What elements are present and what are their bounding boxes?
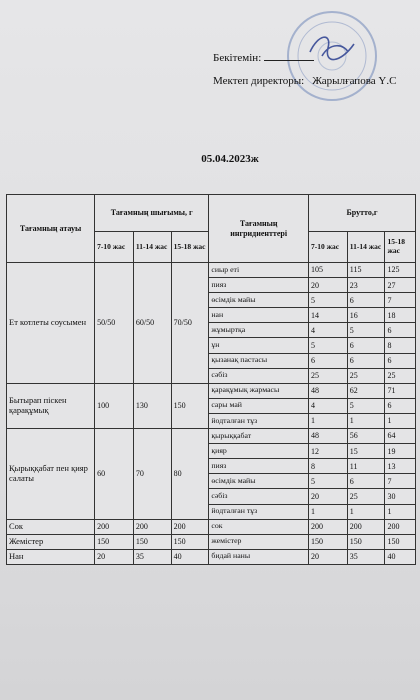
ingredient-gross: 1 bbox=[347, 504, 385, 519]
ingredient-gross: 125 bbox=[385, 263, 416, 278]
director-label: Мектеп директоры: bbox=[213, 75, 305, 87]
ingredient-gross: 71 bbox=[385, 383, 416, 398]
signature-line bbox=[264, 51, 314, 61]
ingredient-gross: 25 bbox=[347, 368, 385, 383]
ingredient-gross: 5 bbox=[308, 293, 347, 308]
ingredient-name: сәбіз bbox=[209, 368, 309, 383]
dish-yield: 200 bbox=[133, 519, 171, 534]
dish-name: Бытырап піскен қарақұмық bbox=[7, 383, 95, 428]
ingredient-name: сок bbox=[209, 519, 309, 534]
header-dish-name: Тағамның атауы bbox=[7, 195, 95, 263]
ingredient-gross: 5 bbox=[347, 323, 385, 338]
ingredient-gross: 19 bbox=[385, 444, 416, 459]
dish-yield: 200 bbox=[171, 519, 209, 534]
dish-yield: 80 bbox=[171, 429, 209, 520]
approval-label: Бекітемін: bbox=[213, 52, 262, 64]
ingredient-gross: 20 bbox=[308, 489, 347, 504]
dish-yield: 100 bbox=[95, 383, 134, 428]
ingredient-gross: 13 bbox=[385, 459, 416, 474]
dish-name: Нан bbox=[7, 549, 95, 564]
ingredient-gross: 64 bbox=[385, 429, 416, 444]
ingredient-gross: 5 bbox=[308, 338, 347, 353]
ingredient-gross: 11 bbox=[347, 459, 385, 474]
ingredient-gross: 200 bbox=[308, 519, 347, 534]
dish-yield: 50/50 bbox=[95, 263, 134, 384]
ingredient-gross: 8 bbox=[385, 338, 416, 353]
ingredient-gross: 35 bbox=[347, 549, 385, 564]
dish-yield: 20 bbox=[95, 549, 134, 564]
ingredient-name: жұмыртқа bbox=[209, 323, 309, 338]
ingredient-name: қырыққабат bbox=[209, 429, 309, 444]
header-age-11-14: 11-14 жас bbox=[133, 232, 171, 263]
ingredient-name: қияр bbox=[209, 444, 309, 459]
dish-yield: 150 bbox=[133, 534, 171, 549]
ingredient-name: өсімдік майы bbox=[209, 474, 309, 489]
ingredient-gross: 7 bbox=[385, 474, 416, 489]
ingredient-gross: 1 bbox=[347, 413, 385, 428]
ingredient-gross: 1 bbox=[308, 504, 347, 519]
ingredient-gross: 115 bbox=[347, 263, 385, 278]
ingredient-name: бидай наны bbox=[209, 549, 309, 564]
table-row bbox=[7, 549, 416, 564]
ingredient-name: сәбіз bbox=[209, 489, 309, 504]
ingredient-gross: 150 bbox=[347, 534, 385, 549]
approval-block bbox=[213, 47, 396, 93]
ingredient-gross: 16 bbox=[347, 308, 385, 323]
header-ingredients: Тағамның ингридиенттері bbox=[209, 195, 309, 263]
ingredient-gross: 56 bbox=[347, 429, 385, 444]
dish-yield: 70/50 bbox=[171, 263, 209, 384]
ingredient-gross: 40 bbox=[385, 549, 416, 564]
table-row bbox=[7, 534, 416, 549]
dish-yield: 60/50 bbox=[133, 263, 171, 384]
menu-table-body bbox=[7, 263, 416, 565]
menu-date: 05.04.2023ж bbox=[201, 153, 259, 165]
ingredient-gross: 6 bbox=[347, 353, 385, 368]
ingredient-gross: 25 bbox=[308, 368, 347, 383]
ingredient-gross: 6 bbox=[385, 323, 416, 338]
header-gross-age-15-18: 15-18 жас bbox=[385, 232, 416, 263]
ingredient-gross: 8 bbox=[308, 459, 347, 474]
dish-yield: 60 bbox=[95, 429, 134, 520]
ingredient-gross: 6 bbox=[347, 293, 385, 308]
header-gross: Брутто,г bbox=[308, 195, 415, 232]
dish-name: Қырыққабат пен қияр салаты bbox=[7, 429, 95, 520]
ingredient-gross: 200 bbox=[347, 519, 385, 534]
ingredient-gross: 62 bbox=[347, 383, 385, 398]
dish-name: Сок bbox=[7, 519, 95, 534]
table-row bbox=[7, 263, 416, 278]
ingredient-name: пияз bbox=[209, 278, 309, 293]
ingredient-name: сиыр еті bbox=[209, 263, 309, 278]
dish-yield: 70 bbox=[133, 429, 171, 520]
dish-name: Ет котлеты соусымен bbox=[7, 263, 95, 384]
ingredient-name: йодталған тұз bbox=[209, 504, 309, 519]
dish-yield: 200 bbox=[95, 519, 134, 534]
ingredient-name: өсімдік майы bbox=[209, 293, 309, 308]
header-age-7-10: 7-10 жас bbox=[95, 232, 134, 263]
ingredient-gross: 150 bbox=[308, 534, 347, 549]
ingredient-gross: 6 bbox=[385, 353, 416, 368]
ingredient-name: қызанақ пастасы bbox=[209, 353, 309, 368]
ingredient-gross: 105 bbox=[308, 263, 347, 278]
ingredient-gross: 27 bbox=[385, 278, 416, 293]
ingredient-gross: 1 bbox=[308, 413, 347, 428]
dish-yield: 150 bbox=[171, 534, 209, 549]
ingredient-gross: 12 bbox=[308, 444, 347, 459]
ingredient-gross: 25 bbox=[347, 489, 385, 504]
ingredient-name: пияз bbox=[209, 459, 309, 474]
ingredient-gross: 6 bbox=[347, 474, 385, 489]
ingredient-gross: 4 bbox=[308, 398, 347, 413]
ingredient-gross: 150 bbox=[385, 534, 416, 549]
header-age-15-18: 15-18 жас bbox=[171, 232, 209, 263]
ingredient-name: сары май bbox=[209, 398, 309, 413]
ingredient-gross: 20 bbox=[308, 549, 347, 564]
ingredient-gross: 1 bbox=[385, 413, 416, 428]
director-name: Жарылғапова Ү.С bbox=[312, 75, 397, 87]
ingredient-name: ұн bbox=[209, 338, 309, 353]
dish-yield: 150 bbox=[95, 534, 134, 549]
ingredient-gross: 15 bbox=[347, 444, 385, 459]
table-row bbox=[7, 429, 416, 444]
ingredient-gross: 6 bbox=[308, 353, 347, 368]
ingredient-gross: 1 bbox=[385, 504, 416, 519]
header-gross-age-11-14: 11-14 жас bbox=[347, 232, 385, 263]
ingredient-gross: 20 bbox=[308, 278, 347, 293]
ingredient-name: қарақұмық жармасы bbox=[209, 383, 309, 398]
dish-yield: 35 bbox=[133, 549, 171, 564]
ingredient-gross: 48 bbox=[308, 429, 347, 444]
table-row bbox=[7, 383, 416, 398]
ingredient-gross: 200 bbox=[385, 519, 416, 534]
ingredient-gross: 6 bbox=[385, 398, 416, 413]
ingredient-gross: 23 bbox=[347, 278, 385, 293]
ingredient-name: йодталған тұз bbox=[209, 413, 309, 428]
ingredient-gross: 5 bbox=[347, 398, 385, 413]
dish-yield: 130 bbox=[133, 383, 171, 428]
dish-name: Жемістер bbox=[7, 534, 95, 549]
ingredient-gross: 7 bbox=[385, 293, 416, 308]
ingredient-gross: 5 bbox=[308, 474, 347, 489]
ingredient-gross: 6 bbox=[347, 338, 385, 353]
dish-yield: 40 bbox=[171, 549, 209, 564]
header-yield: Тағамның шығымы, г bbox=[95, 195, 209, 232]
header-gross-age-7-10: 7-10 жас bbox=[308, 232, 347, 263]
dish-yield: 150 bbox=[171, 383, 209, 428]
ingredient-name: нан bbox=[209, 308, 309, 323]
ingredient-gross: 30 bbox=[385, 489, 416, 504]
ingredient-gross: 14 bbox=[308, 308, 347, 323]
table-row bbox=[7, 519, 416, 534]
menu-table bbox=[6, 194, 416, 565]
ingredient-gross: 48 bbox=[308, 383, 347, 398]
ingredient-gross: 18 bbox=[385, 308, 416, 323]
ingredient-gross: 25 bbox=[385, 368, 416, 383]
ingredient-name: жемістер bbox=[209, 534, 309, 549]
ingredient-gross: 4 bbox=[308, 323, 347, 338]
